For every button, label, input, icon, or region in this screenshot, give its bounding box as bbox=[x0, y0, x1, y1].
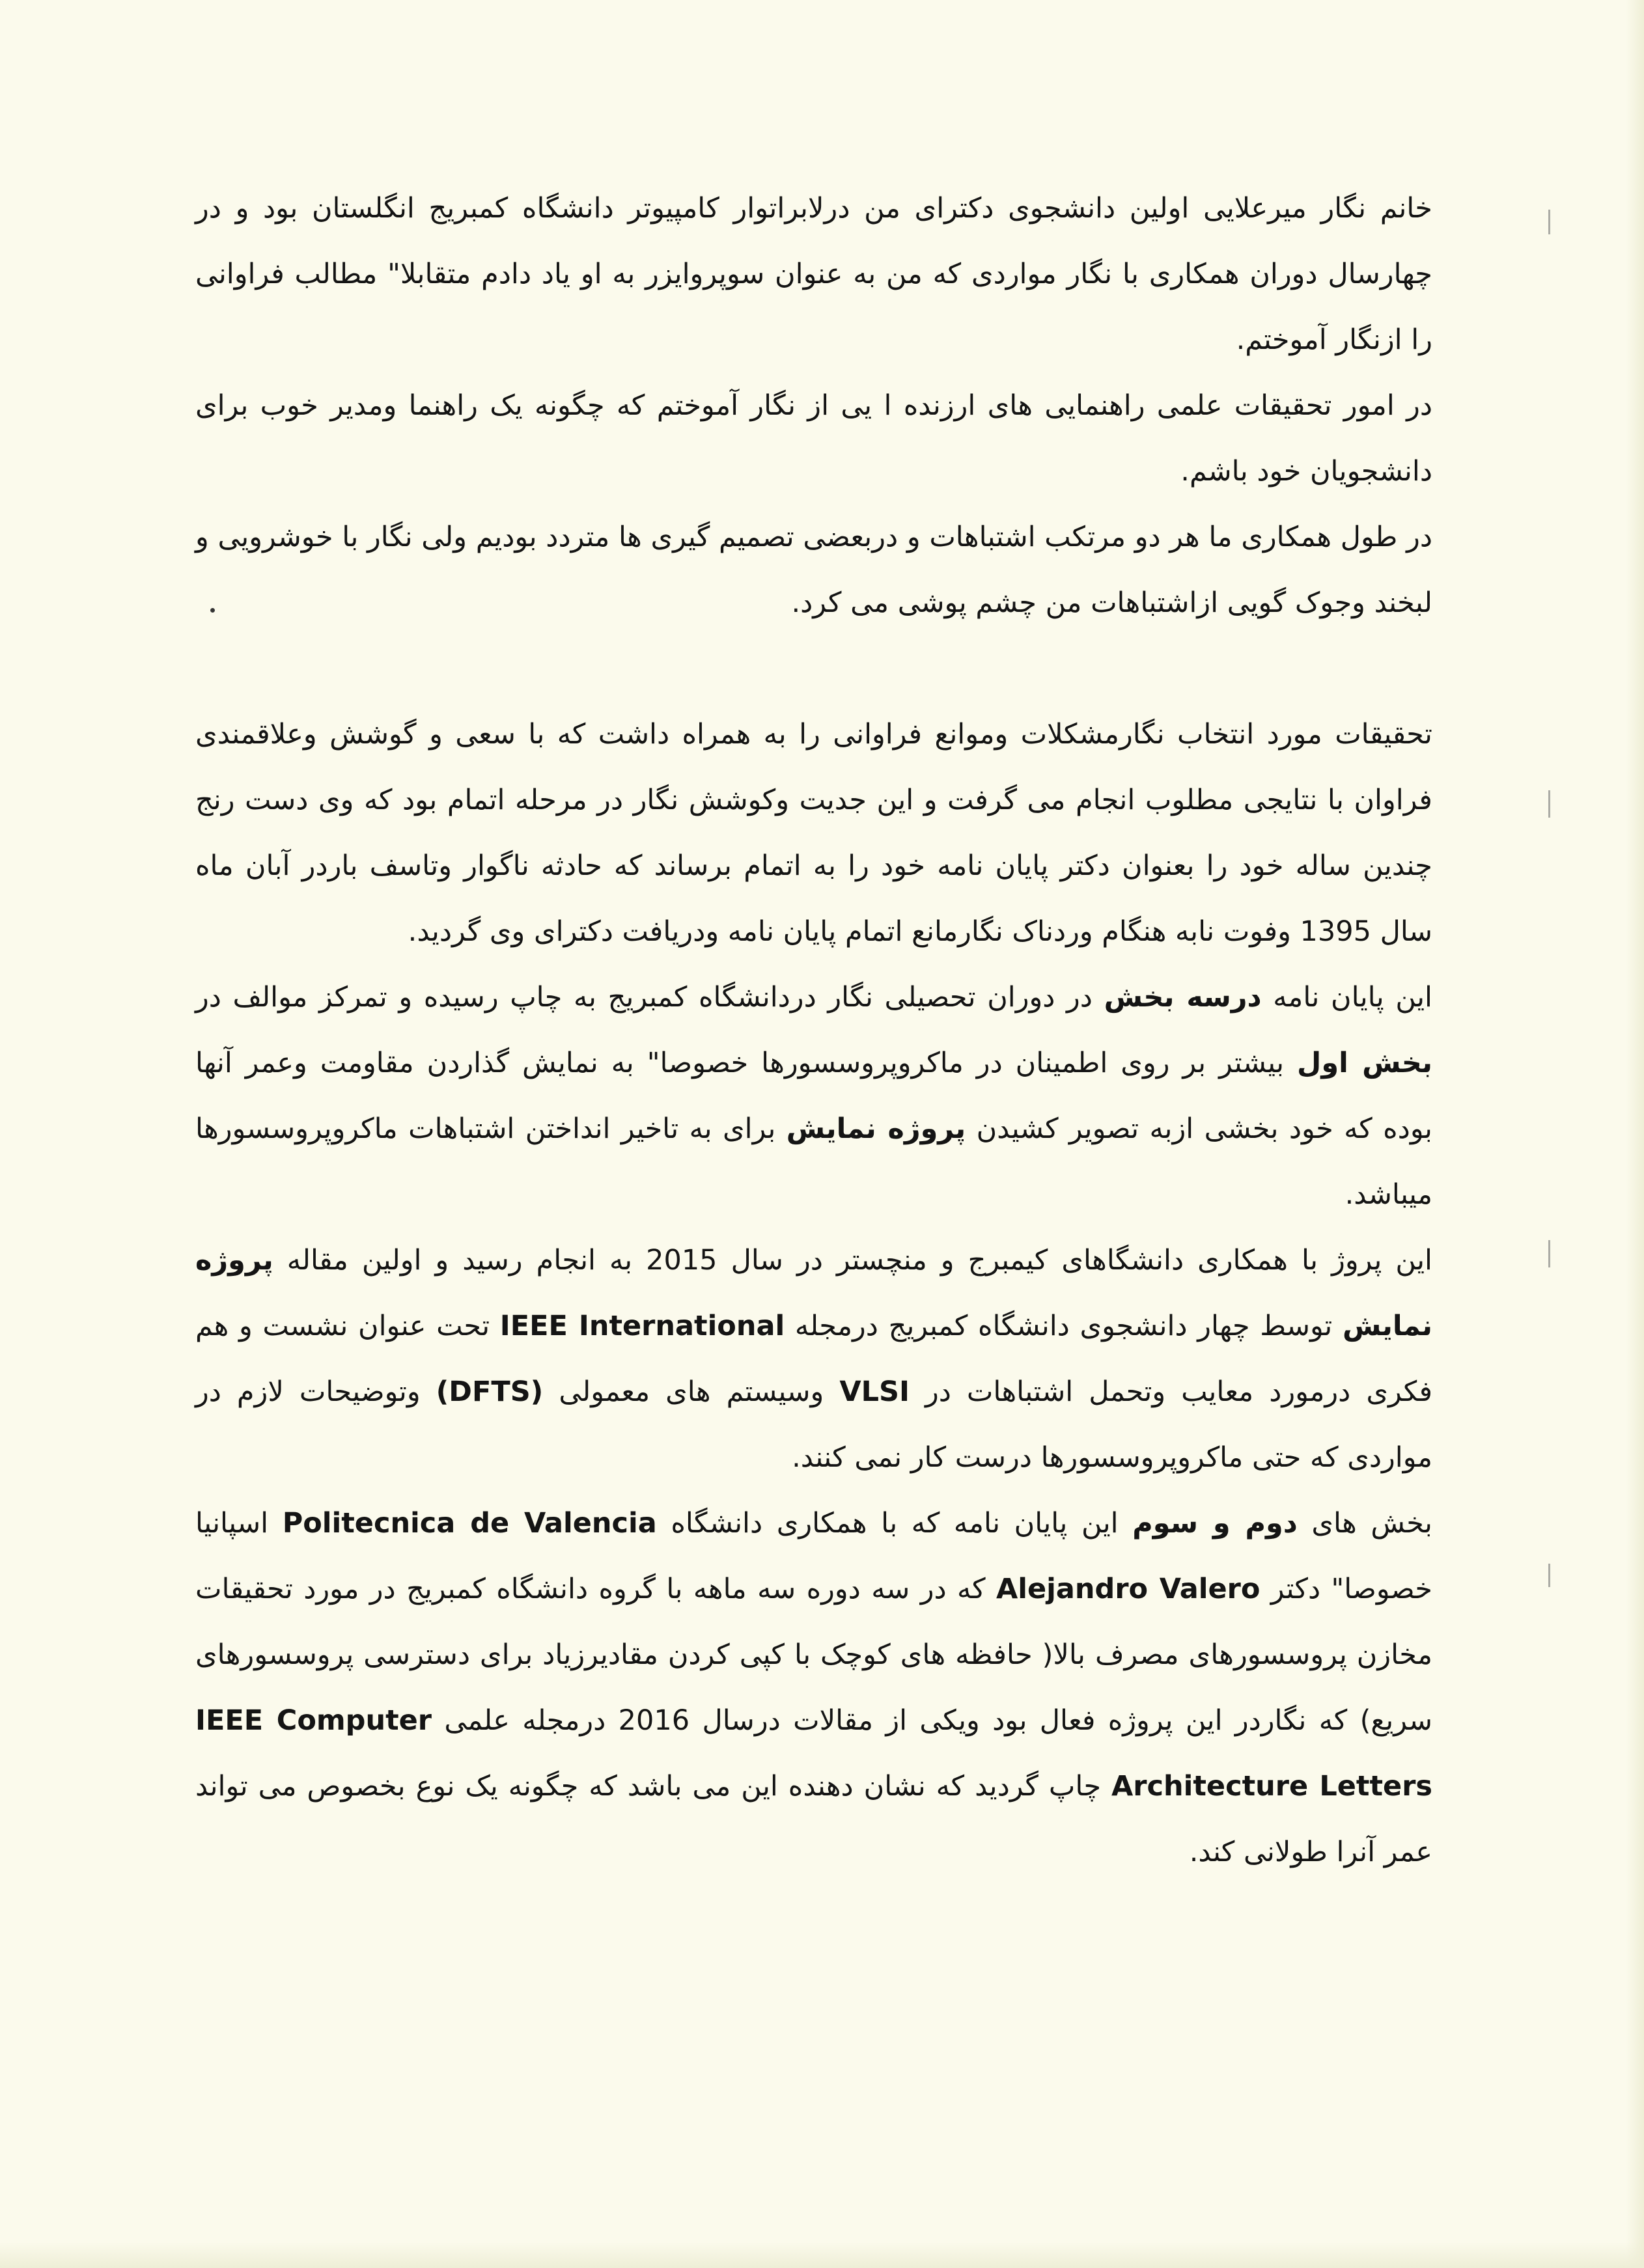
text-segment: تحقیقات مورد انتخاب نگارمشکلات وموانع فراوانی را به همراه داشت که با سعی و گوشش وعلاقمندی فراوان با نتایجی مطلوب انجام می گرفت و این جدیت وکوشش نگار در مرحله اتمام بود که وی دست رنج چندین ساله خود را بعنوان دکتر پایان نامه خود را به اتمام برساند که حادثه ناگوار وتاسف باردر آبان ماه سال 1395 وفوت نابه هنگام وردناک نگارمانع اتمام پایان نامه ودریافت دکترای وی گردید. bbox=[195, 718, 1432, 948]
text-segment: این پایان نامه bbox=[1261, 981, 1433, 1014]
paragraph-gap bbox=[195, 636, 1432, 702]
bold-text-segment: پروژه نمایش bbox=[195, 1244, 1432, 1342]
text-segment: وسیستم های معمولی bbox=[543, 1376, 840, 1408]
text-segment: این پایان نامه که با همکاری دانشگاه bbox=[656, 1507, 1133, 1540]
page-bottom-shadow bbox=[0, 2242, 1644, 2268]
text-segment: خانم نگار میرعلایی اولین دانشجوی دکترای من درلابراتوار کامپیوتر دانشگاه کمبریج انگلستان بود و در چهارسال دوران همکاری با نگار مواردی که من به عنوان سوپروایزر به او یاد دادم متقابلا" مطالب فراوانی را ازنگار آموختم. bbox=[195, 192, 1432, 356]
text-segment: در امور تحقیقات علمی راهنمایی های ارزنده ا یی از نگار آموختم که چگونه یک راهنما ومدیر خوب برای دانشجویان خود باشم. bbox=[195, 389, 1432, 488]
text-segment: بیشتر بر روی اطمینان در ماکروپروسسورها خصوصا" به نمایش گذاردن مقاومت وعمر آنها بوده که خود بخشی ازبه تصویر کشیدن bbox=[195, 1047, 1433, 1145]
text-segment: برای به تاخیر انداختن اشتباهات ماکروپروسسورها میباشد. bbox=[195, 1113, 1432, 1211]
bold-text-segment: پروژه نمایش bbox=[786, 1113, 966, 1145]
paragraph-guidance bbox=[195, 373, 1432, 505]
margin-tick-mark bbox=[1548, 210, 1550, 234]
text-segment: چاپ گردید که نشان دهنده این می باشد که چگونه یک نوع بخصوص می تواند عمر آنرا طولانی کند. bbox=[195, 1770, 1432, 1868]
bold-text-segment: (DFTS) bbox=[436, 1376, 544, 1408]
margin-tick-mark bbox=[1548, 790, 1550, 818]
paragraph-project-publication bbox=[195, 1228, 1432, 1491]
bold-text-segment: درسه بخش bbox=[1104, 981, 1262, 1014]
text-segment: که در سه دوره سه ماهه با گروه دانشگاه کمبریج در مورد تحقیقات مخازن پروسسورهای مصرف بالا( حافظه های کوچک با کپی کردن مقادیرزیاد برای دسترسی پروسسورهای سریع) که نگاردر این پروژه فعال بود ویکی از مقالات درسال 2016 درمجله علمی bbox=[195, 1573, 1432, 1737]
bold-text-segment: بخش اول bbox=[1297, 1047, 1433, 1079]
text-segment: وتوضیحات لازم در مواردی که حتی ماکروپروسسورها درست کار نمی کنند. bbox=[195, 1376, 1432, 1474]
paragraph-mirallaei-first-student bbox=[195, 176, 1432, 373]
page-edge-shadow bbox=[1626, 0, 1644, 2268]
bold-text-segment: VLSI bbox=[839, 1376, 910, 1408]
paragraph-thesis-part-one bbox=[195, 965, 1432, 1228]
text-segment: بخش های bbox=[1297, 1507, 1432, 1540]
text-segment: در دوران تحصیلی نگار دردانشگاه کمبریج به چاپ رسیده و تمرکز موالف در bbox=[195, 981, 1104, 1014]
paragraph-research-challenges bbox=[195, 702, 1432, 965]
text-segment: در طول همکاری ما هر دو مرتکب اشتباهات و دربعضی تصمیم گیری ها متردد بودیم ولی نگار با خوشرویی و لبخند وجوک گویی ازاشتباهات من چشم پوشی می کرد. bbox=[195, 521, 1432, 619]
margin-tick-mark bbox=[1548, 1564, 1550, 1587]
bold-text-segment: IEEE Computer Architecture Letters bbox=[195, 1704, 1432, 1803]
bold-text-segment: Alejandro Valero bbox=[996, 1573, 1261, 1605]
bold-text-segment: دوم و سوم bbox=[1132, 1507, 1298, 1540]
bold-text-segment: Politecnica de Valencia bbox=[282, 1507, 657, 1540]
text-segment: این پروژ با همکاری دانشگاهای کیمبرج و منچستر در سال 2015 به انجام رسید و اولین مقاله bbox=[273, 1244, 1432, 1277]
margin-tick-mark bbox=[1548, 1240, 1550, 1267]
paragraph-thesis-parts-two-three bbox=[195, 1491, 1432, 1885]
text-segment: تحت عنوان نشست و هم فکری درمورد معایب وتحمل اشتباهات در bbox=[195, 1310, 1432, 1408]
bold-text-segment: IEEE International bbox=[499, 1310, 785, 1342]
paragraph-collaboration bbox=[195, 505, 1432, 636]
text-segment: اسپانیا خصوصا" دکتر bbox=[195, 1507, 1432, 1605]
text-segment: توسط چهار دانشجوی دانشگاه کمبریج درمجله bbox=[785, 1310, 1343, 1342]
document-body bbox=[195, 176, 1432, 1885]
